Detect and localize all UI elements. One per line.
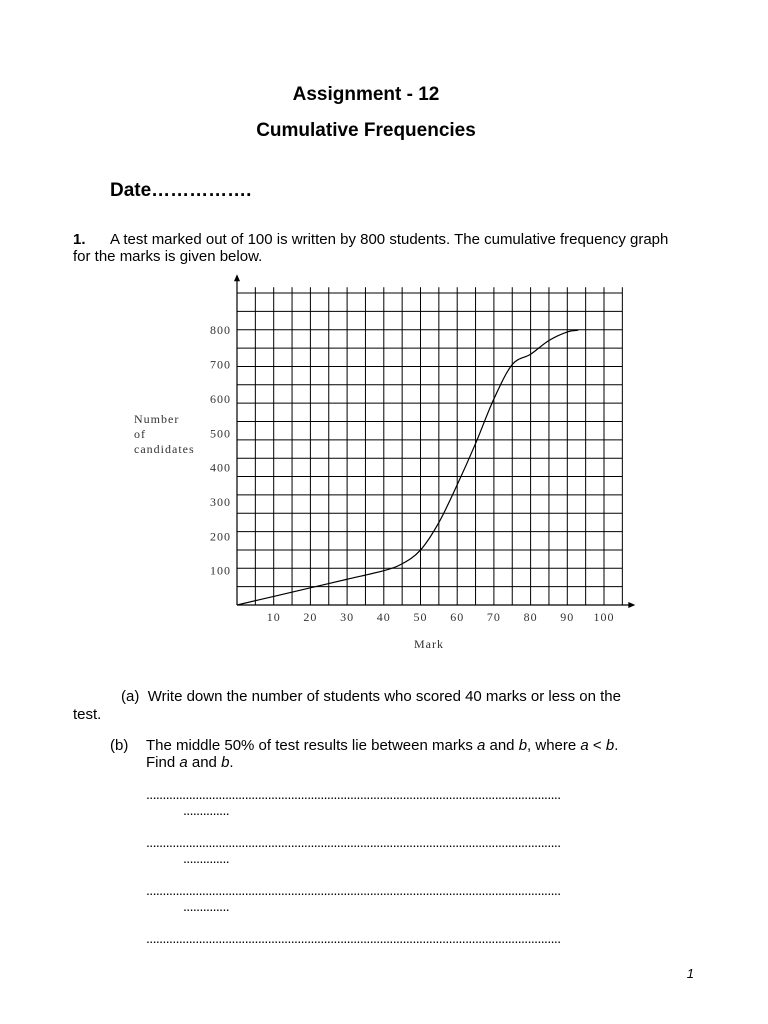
y-tick-label: 600	[210, 391, 231, 406]
y-tick-label: 800	[210, 323, 231, 338]
date-label: Date…………….	[110, 180, 252, 201]
part-b-text-1: The middle 50% of test results lie between marks	[146, 737, 477, 754]
page-title: Assignment - 12	[292, 84, 440, 105]
part-b-label: (b)	[110, 737, 129, 754]
part-b-find: Find	[146, 754, 180, 771]
x-tick-label: 50	[413, 610, 428, 624]
x-tick-label: 20	[303, 610, 318, 624]
answer-line[interactable]: ..............................................................................................................................	[146, 786, 561, 802]
x-axis-arrow	[628, 602, 635, 608]
question-number: 1.	[73, 231, 86, 248]
x-tick-label: 30	[340, 610, 355, 624]
y-axis-label-line: Number	[134, 412, 180, 426]
part-b-period: .	[614, 737, 619, 754]
x-tick-label: 60	[450, 610, 465, 624]
condition-a: a	[580, 737, 589, 754]
x-tick-label: 10	[266, 610, 281, 624]
condition-b: b	[605, 737, 615, 754]
answer-line-short[interactable]: ..............	[183, 850, 230, 866]
page-number: 1	[686, 966, 694, 981]
part-b-and: and	[485, 737, 519, 754]
y-tick-label: 200	[210, 529, 231, 544]
cumulative-frequency-curve	[237, 330, 578, 605]
find-period: .	[229, 754, 234, 771]
answer-line[interactable]: ..............................................................................................................................	[146, 930, 561, 946]
x-tick-label: 70	[486, 610, 501, 624]
chart-axes	[234, 274, 635, 608]
chart-grid	[237, 287, 622, 605]
x-tick-labels	[267, 610, 615, 624]
find-and: and	[187, 754, 222, 771]
y-tick-label: 400	[210, 460, 231, 475]
find-a: a	[179, 754, 188, 771]
part-a	[121, 688, 681, 705]
condition-op: <	[588, 737, 606, 754]
x-tick-label: 40	[376, 610, 391, 624]
answer-line-short[interactable]: ..............	[183, 802, 230, 818]
answer-line[interactable]: ..............................................................................................................................	[146, 834, 561, 850]
answer-line-short[interactable]: ..............	[183, 898, 230, 914]
y-axis-label	[134, 412, 195, 456]
y-tick-label: 100	[210, 563, 231, 578]
y-axis-label-line: of	[134, 427, 146, 441]
x-tick-label: 90	[560, 610, 575, 624]
part-a-continued: test.	[73, 706, 102, 723]
answer-line[interactable]: ..............................................................................................................................	[146, 882, 561, 898]
y-axis-label-line: candidates	[134, 442, 195, 456]
y-axis-arrow	[234, 274, 240, 281]
page-subtitle: Cumulative Frequencies	[256, 120, 476, 141]
question-text: A test marked out of 100 is written by 800 students. The cumulative frequency graph for the marks is given below.	[73, 231, 669, 265]
x-axis-label: Mark	[414, 637, 444, 651]
variable-b: b	[518, 737, 528, 754]
x-tick-label: 80	[523, 610, 538, 624]
y-tick-labels	[210, 323, 231, 577]
y-tick-label: 700	[210, 357, 231, 372]
y-tick-label: 300	[210, 494, 231, 509]
part-b-text	[146, 737, 666, 771]
find-b: b	[221, 754, 230, 771]
part-a-text: Write down the number of students who scored 40 marks or less on the	[147, 688, 621, 705]
y-tick-label: 500	[210, 426, 231, 441]
variable-a: a	[476, 737, 486, 754]
x-tick-label: 100	[593, 610, 615, 624]
part-b-where: , where	[527, 737, 581, 754]
part-a-label: (a)	[121, 688, 140, 705]
